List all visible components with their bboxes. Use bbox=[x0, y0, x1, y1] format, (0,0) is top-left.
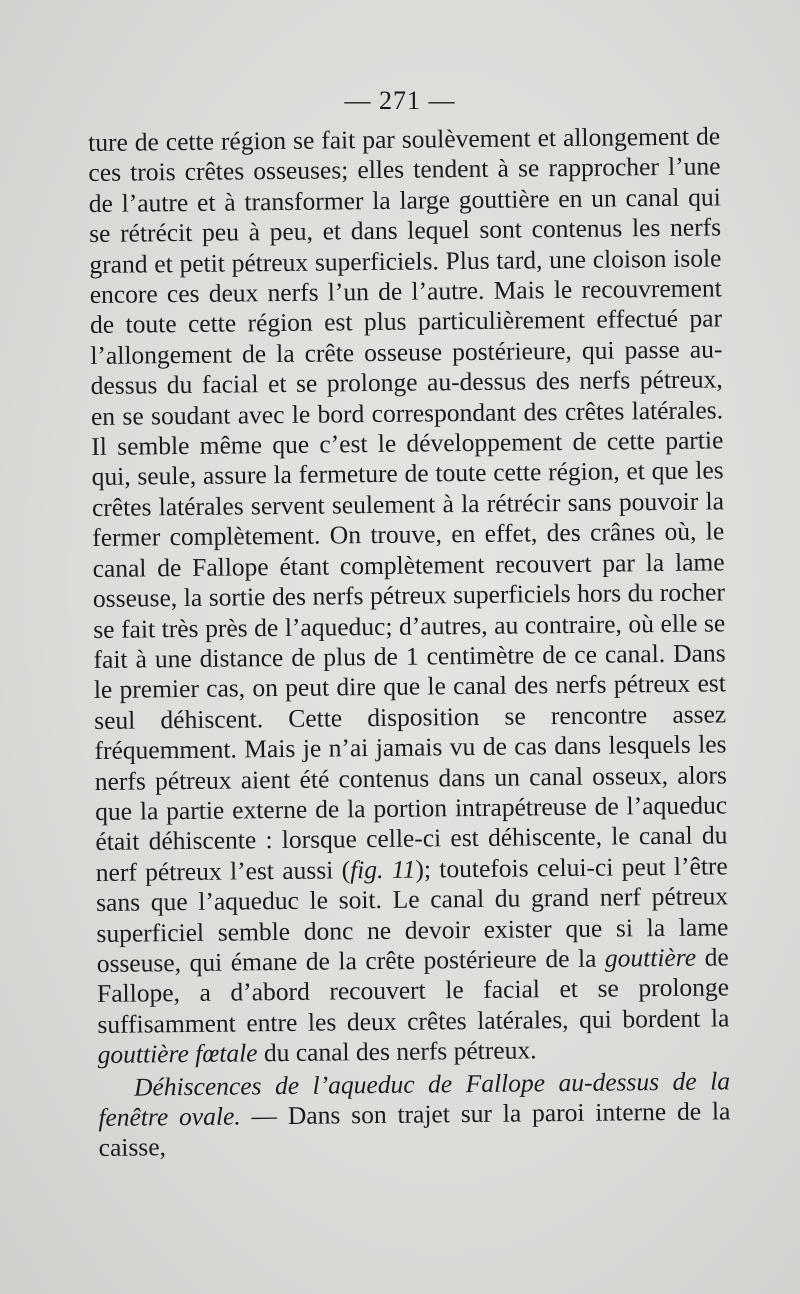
italic-term: gouttière fœtale bbox=[97, 1038, 258, 1070]
figure-reference: fig. 11 bbox=[349, 854, 416, 885]
italic-term: gouttière bbox=[604, 942, 697, 973]
text-run: de Fallope, a d’abord recouvert le facial et se prolonge suffisamment entre les deux crêtes latérales, qui bordent la bbox=[96, 942, 730, 1039]
text-run: du canal des nerfs pétreux. bbox=[257, 1035, 537, 1068]
text-run: ); toutefois celui-ci peut l’être sans que l’aqueduc le soit. Le canal du grand nerf pétreux superficiel semble donc ne devoir exister que si la lame osseuse, qui émane de la crête postérieure de la bbox=[95, 851, 729, 978]
paragraph-2 bbox=[98, 1066, 731, 1164]
paragraph-1 bbox=[88, 121, 730, 1070]
text-run: — Dans son trajet sur la paroi interne de la caisse, bbox=[98, 1096, 731, 1163]
body-text bbox=[88, 121, 731, 1163]
section-heading: Déhiscences de l’aqueduc de Fallope au-dessus de la fenêtre ovale. bbox=[98, 1065, 731, 1132]
page-number: — 271 — bbox=[344, 86, 456, 115]
text-run: ture de cette région se fait par soulèvement et allongement de ces trois crêtes osseuses; elles tendent à se rapprocher l’une de l’autre et à transformer la large gouttière en un canal qui se rétrécit peu à peu, et dans lequel sont contenus les nerfs grand et petit pétreux superficiels. Plus tard, une cloison isole encore ces deux nerfs l’un de l’autre. Mais le recouvrement de toute cette région est plus particulièrement effectué par l’allongement de la crête osseuse postérieure, qui passe au-dessus du facial et se prolonge au-dessus des nerfs pétreux, en se soudant avec le bord correspondant des crêtes latérales. Il semble même que c’est le développement de cette partie qui, seule, assure la fermeture de toute cette région, et que les crêtes latérales servent seulement à la rétrécir sans pouvoir la fermer complètement. On trouve, en effet, des crânes où, le canal de Fallope étant complètement recouvert par la lame osseuse, la sortie des nerfs pétreux superficiels hors du rocher se fait très près de l’aqueduc; d’autres, au contraire, où elle se fait à une distance de plus de 1 centimètre de ce canal. Dans le premier cas, on peut dire que le canal des nerfs pétreux est seul déhiscent. Cette disposition se rencontre assez fréquemment. Mais je n’ai jamais vu de cas dans lesquels les nerfs pétreux aient été contenus dans un canal osseux, alors que la partie externe de la portion intrapétreuse de l’aqueduc était déhiscente : lorsque celle-ci est déhiscente, le canal du nerf pétreux l’est aussi ( bbox=[88, 121, 728, 887]
